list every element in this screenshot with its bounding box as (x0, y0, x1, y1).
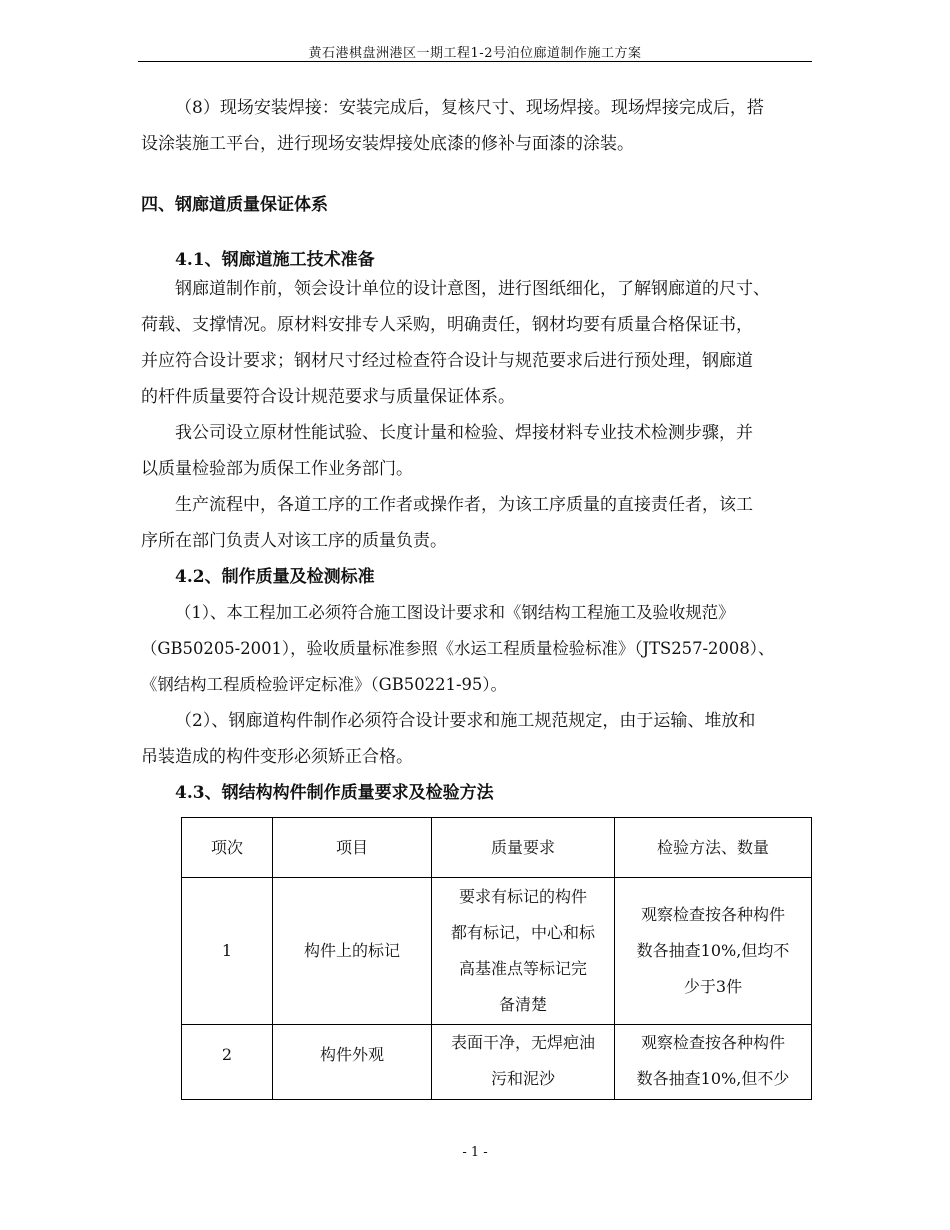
text-line: 表面干净，无焊疤油 (450, 1033, 595, 1052)
text-line: 高基准点等标记完 (458, 959, 587, 978)
text-line: 序所在部门负责人对该工序的质量负责。 (141, 531, 447, 551)
quality-table (181, 817, 812, 1100)
section-4-1-heading: 4.1、钢廊道施工技术准备 (175, 250, 375, 270)
text-line: 数各抽查10%,但不少 (636, 1069, 790, 1088)
header-cell: 质量要求 (432, 818, 615, 878)
text-line: 吊装造成的构件变形必须矫正合格。 (141, 747, 413, 767)
cell-item: 构件上的标记 (273, 878, 432, 1025)
text-line: 备清楚 (498, 995, 547, 1014)
text-line: 以质量检验部为质保工作业务部门。 (141, 459, 413, 479)
text-line: 生产流程中，各道工序的工作者或操作者，为该工序质量的直接责任者，该工 (175, 495, 753, 515)
table-row (182, 878, 812, 1025)
text-line: 少于3件 (683, 977, 743, 996)
text-line: （2）、钢廊道构件制作必须符合设计要求和施工规范规定，由于运输、堆放和 (175, 711, 756, 731)
text-line: 设涂装施工平台，进行现场安装焊接处底漆的修补与面漆的涂装。 (141, 134, 634, 154)
text-line: （8）现场安装焊接：安装完成后，复核尺寸、现场焊接。现场焊接完成后，搭 (175, 98, 764, 118)
text-line: 数各抽查10%,但均不 (636, 941, 790, 960)
text-line: （1）、本工程加工必须符合施工图设计要求和《钢结构工程施工及验收规范》 (175, 603, 735, 622)
section-4-2-heading: 4.2、制作质量及检测标准 (175, 567, 375, 587)
cell-requirement (432, 878, 615, 1025)
header-cell: 项目 (273, 818, 432, 878)
text-line: 荷载、支撑情况。原材料安排专人采购，明确责任，钢材均要有质量合格保证书， (141, 315, 753, 335)
paragraph-4-1-b (141, 415, 821, 487)
text-line: 都有标记，中心和标 (450, 923, 595, 942)
cell-method (615, 878, 812, 1025)
header-cell: 检验方法、数量 (615, 818, 812, 878)
text-line: 并应符合设计要求；钢材尺寸经过检查符合设计与规范要求后进行预处理，钢廊道 (141, 351, 753, 371)
text-line: 的杆件质量要符合设计规范要求与质量保证体系。 (141, 387, 515, 407)
page-number: - 1 - (462, 1145, 488, 1160)
text-line: 要求有标记的构件 (458, 887, 587, 906)
paragraph-step-8 (141, 90, 821, 162)
paragraph-4-1-a (141, 271, 821, 415)
cell-no: 1 (182, 878, 273, 1025)
header-rule (138, 61, 812, 62)
text-line: 污和泥沙 (490, 1069, 555, 1088)
paragraph-4-2-b (141, 703, 821, 775)
text-line: （GB50205-2001），验收质量标准参照《水运工程质量检验标准》（JTS257-2008）、 (141, 639, 775, 658)
cell-item: 构件外观 (273, 1025, 432, 1100)
table-row (182, 1025, 812, 1100)
cell-no: 2 (182, 1025, 273, 1100)
section-4-heading: 四、钢廊道质量保证体系 (141, 195, 328, 215)
cell-method (615, 1025, 812, 1100)
paragraph-4-1-c (141, 487, 821, 559)
cell-requirement (432, 1025, 615, 1100)
section-4-3-heading: 4.3、钢结构构件制作质量要求及检验方法 (175, 783, 494, 803)
paragraph-4-2-a (141, 595, 821, 703)
header-cell: 项次 (182, 818, 273, 878)
table-header-row (182, 818, 812, 878)
text-line: 钢廊道制作前，领会设计单位的设计意图，进行图纸细化，了解钢廊道的尺寸、 (175, 279, 770, 299)
text-line: 我公司设立原材性能试验、长度计量和检验、焊接材料专业技术检测步骤，并 (175, 423, 753, 443)
text-line: 观察检查按各种构件 (640, 1033, 785, 1052)
page-header: 黄石港棋盘洲港区一期工程1-2号泊位廊道制作施工方案 (308, 46, 642, 61)
text-line: 《钢结构工程质检验评定标准》（GB50221-95）。 (141, 675, 507, 694)
text-line: 观察检查按各种构件 (640, 905, 785, 924)
